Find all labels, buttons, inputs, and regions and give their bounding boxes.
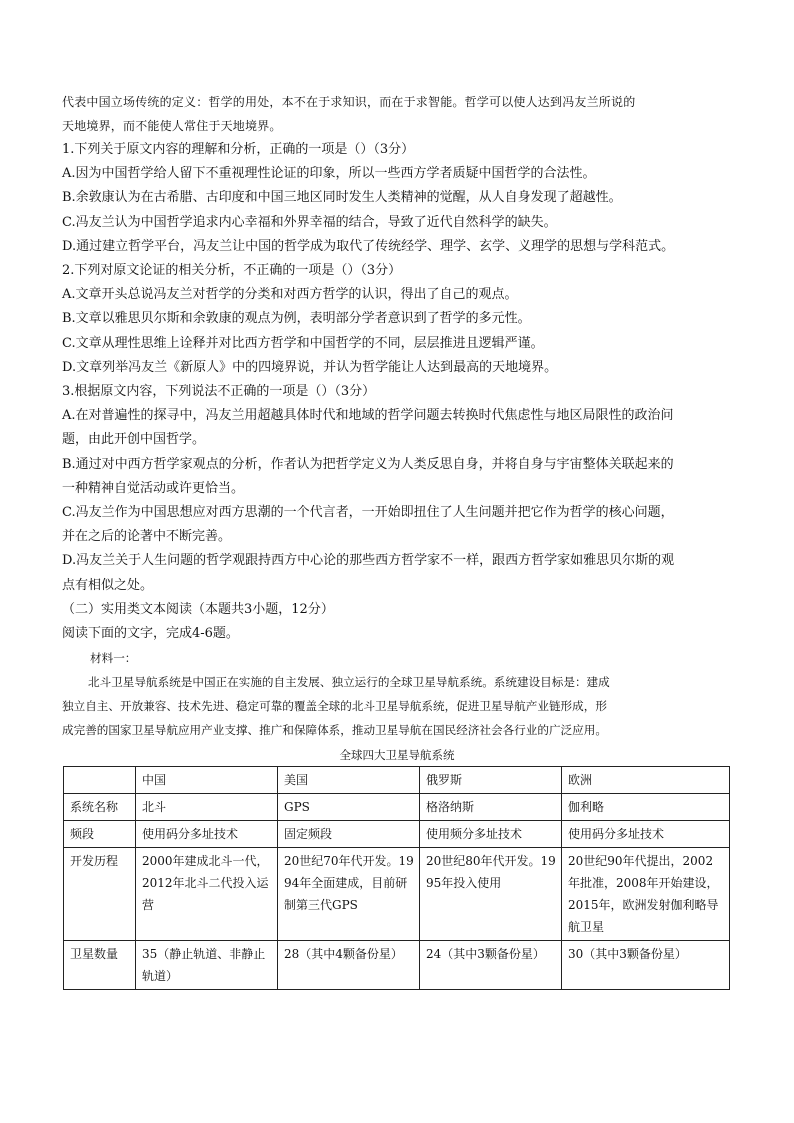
table-cell: 2000年建成北斗一代，2012年北斗二代投入运营 bbox=[136, 848, 278, 941]
question-option: D.冯友兰关于人生问题的哲学观跟持西方中心论的那些西方哲学家不一样，跟西方哲学家如雅思贝尔斯的观 bbox=[62, 553, 675, 569]
material-label: 材料一： bbox=[90, 651, 137, 666]
table-cell: 频段 bbox=[64, 821, 136, 848]
table-cell: 固定频段 bbox=[278, 821, 420, 848]
material-paragraph-line: 成完善的国家卫星导航应用产业支撑、推广和保障体系，推动卫星导航在国民经济社会各行业的广泛应用。 bbox=[62, 723, 607, 738]
table-header-cell bbox=[64, 767, 136, 794]
table-cell: 使用频分多址技术 bbox=[420, 821, 562, 848]
table-cell: 24（其中3颗备份星） bbox=[420, 941, 562, 990]
table-header-cell: 欧洲 bbox=[562, 767, 730, 794]
table-row bbox=[64, 848, 730, 941]
question-option: A.文章开头总说冯友兰对哲学的分类和对西方哲学的认识，得出了自己的观点。 bbox=[62, 287, 518, 303]
question-option: B.通过对中西方哲学家观点的分析，作者认为把哲学定义为人类反思自身，并将自身与宇宙整体关联起来的 bbox=[62, 456, 674, 472]
table-row bbox=[64, 821, 730, 848]
table-title: 全球四大卫星导航系统 bbox=[339, 748, 455, 763]
table-cell: GPS bbox=[278, 794, 420, 821]
table-cell: 开发历程 bbox=[64, 848, 136, 941]
table-header-cell: 中国 bbox=[136, 767, 278, 794]
table-header-cell: 美国 bbox=[278, 767, 420, 794]
table-cell: 伽利略 bbox=[562, 794, 730, 821]
table-cell: 35（静止轨道、非静止轨道） bbox=[136, 941, 278, 990]
question-option: D.文章列举冯友兰《新原人》中的四境界说，并认为哲学能让人达到最高的天地境界。 bbox=[62, 359, 558, 375]
material-paragraph-line: 北斗卫星导航系统是中国正在实施的自主发展、独立运行的全球卫星导航系统。系统建设目标是：建成 bbox=[88, 675, 610, 690]
document-page bbox=[62, 90, 732, 990]
question-option: C.文章从理性思维上诠释并对比西方哲学和中国哲学的不同，层层推进且逻辑严谨。 bbox=[62, 335, 544, 351]
question-option: C.冯友兰认为中国哲学追求内心幸福和外界幸福的结合，导致了近代自然科学的缺失。 bbox=[62, 214, 557, 230]
question-option-cont: 点有相似之处。 bbox=[62, 577, 154, 593]
table-row bbox=[64, 794, 730, 821]
question-option: B.余敦康认为在古希腊、古印度和中国三地区同时发生人类精神的觉醒，从人自身发现了超越性。 bbox=[62, 190, 622, 206]
question-option-cont: 并在之后的论著中不断完善。 bbox=[62, 529, 232, 545]
question-stem: 2.下列对原文论证的相关分析，不正确的一项是（）（3分） bbox=[62, 263, 402, 279]
table-cell: 卫星数量 bbox=[64, 941, 136, 990]
question-option: C.冯友兰作为中国思想应对西方思潮的一个代言者，一开始即扭住了人生问题并把它作为哲学的核心问题， bbox=[62, 505, 674, 521]
table-cell: 20世纪90年代提出，2002年批准，2008年开始建设，2015年，欧洲发射伽利略导航卫星 bbox=[562, 848, 730, 941]
table-header-row bbox=[64, 767, 730, 794]
table-cell: 格洛纳斯 bbox=[420, 794, 562, 821]
table-cell: 30（其中3颗备份星） bbox=[562, 941, 730, 990]
question-option: B.文章以雅思贝尔斯和余敦康的观点为例，表明部分学者意识到了哲学的多元性。 bbox=[62, 311, 531, 327]
table-row bbox=[64, 941, 730, 990]
intro-line: 天地境界，而不能使人常住于天地境界。 bbox=[62, 119, 282, 133]
section-instruction: 阅读下面的文字，完成4-6题。 bbox=[62, 626, 239, 642]
question-option: A.在对普遍性的探寻中，冯友兰用超越具体时代和地域的哲学问题去转换时代焦虑性与地区局限性的政治问 bbox=[62, 408, 674, 424]
intro-line: 代表中国立场传统的定义：哲学的用处，本不在于求知识，而在于求智能。哲学可以使人达到冯友兰所说的 bbox=[62, 95, 636, 109]
table-cell: 20世纪80年代开发。1995年投入使用 bbox=[420, 848, 562, 941]
question-option-cont: 一种精神自觉活动或许更恰当。 bbox=[62, 480, 245, 496]
satellite-systems-table bbox=[63, 766, 730, 990]
table-cell: 使用码分多址技术 bbox=[562, 821, 730, 848]
question-stem: 1.下列关于原文内容的理解和分析，正确的一项是（）（3分） bbox=[62, 142, 415, 157]
table-header-cell: 俄罗斯 bbox=[420, 767, 562, 794]
table-cell: 北斗 bbox=[136, 794, 278, 821]
table-cell: 28（其中4颗备份星） bbox=[278, 941, 420, 990]
table-cell: 系统名称 bbox=[64, 794, 136, 821]
material-paragraph-line: 独立自主、开放兼容、技术先进、稳定可靠的覆盖全球的北斗卫星导航系统，促进卫星导航产业链形成，形 bbox=[62, 699, 607, 714]
section-heading: （二）实用类文本阅读（本题共3小题，12分） bbox=[62, 601, 334, 617]
table-cell: 20世纪70年代开发。1994年全面建成，目前研制第三代GPS bbox=[278, 848, 420, 941]
question-option-cont: 题，由此开创中国哲学。 bbox=[62, 432, 206, 448]
question-option: A.因为中国哲学给人留下不重视理性论证的印象，所以一些西方学者质疑中国哲学的合法性。 bbox=[62, 166, 596, 182]
table-cell: 使用码分多址技术 bbox=[136, 821, 278, 848]
question-stem: 3.根据原文内容，下列说法不正确的一项是（）（3分） bbox=[62, 384, 376, 400]
question-option: D.通过建立哲学平台，冯友兰让中国的哲学成为取代了传统经学、理学、玄学、义理学的思想与学科范式。 bbox=[62, 238, 675, 254]
